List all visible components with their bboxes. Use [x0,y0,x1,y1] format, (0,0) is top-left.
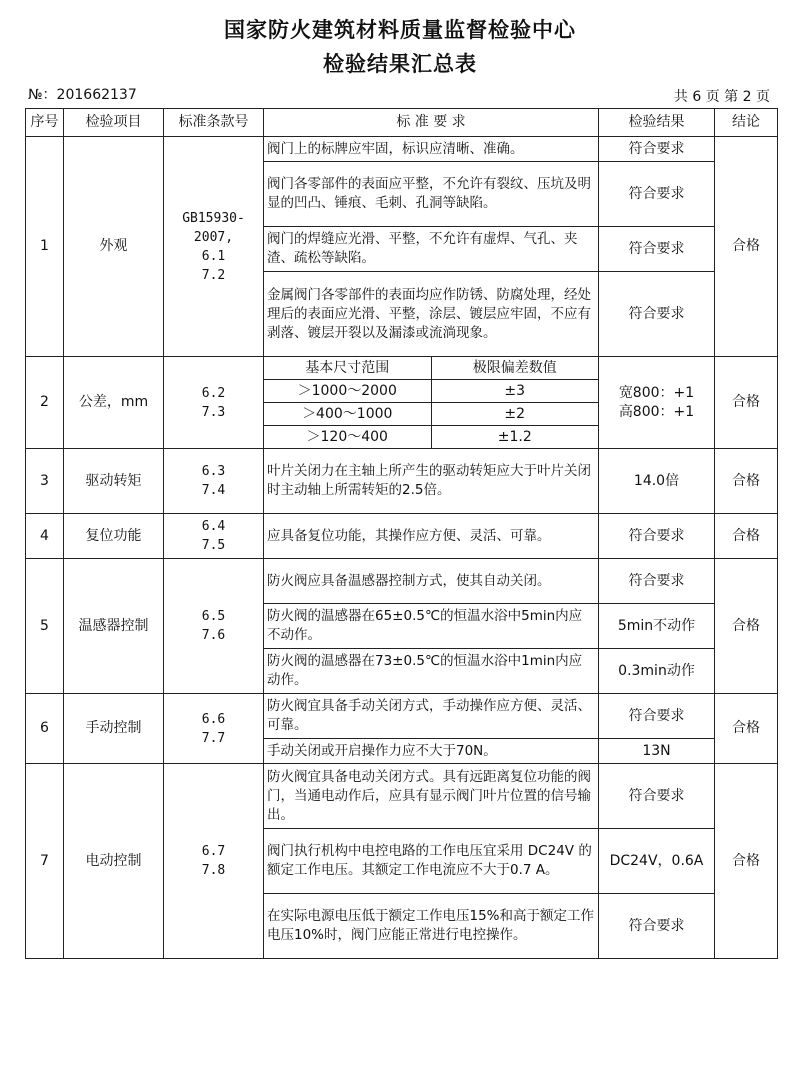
standard-clause [164,764,264,959]
std-line: 6.1 [201,248,226,264]
col-header-no: 序号 [26,109,64,137]
results-table [25,108,778,959]
requirement-text: 叶片关闭力在主轴上所产生的驱动转矩应大于叶片关闭时主动轴上所需转矩的2.5倍。 [264,449,599,514]
inspection-item: 电动控制 [64,764,164,959]
requirement-text: 防火阀宜具备电动关闭方式。具有远距离复位功能的阀门，当通电动作后，应具有显示阀门叶片位置的信号输出。 [264,764,599,829]
tolerance-subtable [264,357,598,448]
row-number: 1 [26,137,64,357]
subtable-row [264,426,598,449]
table-header-row [26,109,778,137]
inspection-result: 14.0倍 [599,449,715,514]
inspection-result: 符合要求 [599,272,715,357]
subtable-header-deviation: 极限偏差数值 [431,357,598,380]
inspection-result [599,357,715,449]
row-number: 5 [26,559,64,694]
requirement-text: 阀门的焊缝应光滑、平整，不允许有虚焊、气孔、夹渣、疏松等缺陷。 [264,227,599,272]
col-header-result: 检验结果 [599,109,715,137]
requirement-text: 阀门执行机构中电控电路的工作电压宜采用 DC24V 的额定工作电压。其额定工作电流应不大于0.7 A。 [264,829,599,894]
requirement-text: 应具备复位功能，其操作应方便、灵活、可靠。 [264,514,599,559]
standard-clause [164,357,264,449]
conclusion: 合格 [715,694,778,764]
result-line: 宽800：+1 [618,384,695,401]
subtable-header-row [264,357,598,380]
page-indicator: 共 6 页 第 2 页 [673,89,770,105]
conclusion: 合格 [715,137,778,357]
conclusion: 合格 [715,764,778,959]
report-number: №：201662137 [28,87,137,103]
col-header-item: 检验项目 [64,109,164,137]
row-number: 3 [26,449,64,514]
std-line: 6.6 [201,711,226,727]
table-row [26,514,778,559]
size-range: ＞400～1000 [264,403,431,426]
std-line: 2007, [193,229,234,245]
requirement-text: 阀门上的标牌应牢固，标识应清晰、准确。 [264,137,599,162]
standard-clause [164,137,264,357]
requirement-text: 手动关闭或开启操作力应不大于70N。 [264,739,599,764]
inspection-item: 驱动转矩 [64,449,164,514]
table-row [26,357,778,449]
std-line: 7.3 [201,404,226,420]
standard-clause [164,559,264,694]
result-line: 高800：+1 [618,403,695,420]
subtable-row [264,380,598,403]
conclusion: 合格 [715,559,778,694]
std-line: 7.5 [201,538,226,553]
requirement-text: 防火阀宜具备手动关闭方式，手动操作应方便、灵活、可靠。 [264,694,599,739]
requirement-text: 阀门各零部件的表面应平整，不允许有裂纹、压坑及明显的凹凸、锤痕、毛刺、孔洞等缺陷。 [264,162,599,227]
conclusion: 合格 [715,357,778,449]
std-line: 6.5 [201,609,226,624]
row-number: 4 [26,514,64,559]
std-line: 6.3 [201,464,226,479]
size-range: ＞1000～2000 [264,380,431,403]
standard-clause [164,449,264,514]
std-line: 7.4 [201,483,226,498]
inspection-result: 符合要求 [599,694,715,739]
row-number: 6 [26,694,64,764]
inspection-result: 符合要求 [599,894,715,959]
document-title: 国家防火建筑材料质量监督检验中心 [224,18,576,42]
deviation-value: ±3 [431,380,598,403]
inspection-result: 符合要求 [599,227,715,272]
table-row [26,449,778,514]
std-line: 6.2 [201,385,226,401]
requirement-text: 防火阀应具备温感器控制方式，使其自动关闭。 [264,559,599,604]
size-range: ＞120～400 [264,426,431,449]
table-row [26,764,778,829]
inspection-result: 0.3min动作 [599,649,715,694]
col-header-requirement: 标 准 要 求 [264,109,599,137]
table-row [26,694,778,739]
inspection-item: 温感器控制 [64,559,164,694]
row-number: 7 [26,764,64,959]
std-line: GB15930- [182,210,245,226]
requirement-text: 金属阀门各零部件的表面均应作防锈、防腐处理，经处理后的表面应光滑、平整，涂层、镀层应牢固，不应有剥落、镀层开裂以及漏漆或流淌现象。 [264,272,599,357]
table-row [26,137,778,162]
inspection-result: DC24V，0.6A [599,829,715,894]
std-line: 7.7 [201,730,226,746]
col-header-std: 标准条款号 [164,109,264,137]
inspection-item: 外观 [64,137,164,357]
subtable-row [264,403,598,426]
std-line: 6.7 [201,844,226,859]
document-subtitle: 检验结果汇总表 [323,52,477,76]
inspection-result: 符合要求 [599,764,715,829]
std-line: 6.4 [201,519,226,534]
inspection-result: 符合要求 [599,162,715,227]
requirement-text: 在实际电源电压低于额定工作电压15%和高于额定工作电压10%时，阀门应能正常进行电控操作。 [264,894,599,959]
tolerance-subtable-cell [264,357,599,449]
standard-clause [164,514,264,559]
std-line: 7.8 [201,863,226,878]
inspection-item: 公差，mm [64,357,164,449]
subtable-header-range: 基本尺寸范围 [264,357,431,380]
deviation-value: ±1.2 [431,426,598,449]
inspection-result: 符合要求 [599,514,715,559]
std-line: 7.6 [201,628,226,643]
table-row [26,559,778,604]
requirement-text: 防火阀的温感器在73±0.5℃的恒温水浴中1min内应动作。 [264,649,599,694]
deviation-value: ±2 [431,403,598,426]
col-header-conclusion: 结论 [715,109,778,137]
row-number: 2 [26,357,64,449]
requirement-text: 防火阀的温感器在65±0.5℃的恒温水浴中5min内应不动作。 [264,604,599,649]
conclusion: 合格 [715,449,778,514]
inspection-result: 符合要求 [599,559,715,604]
inspection-result: 5min不动作 [599,604,715,649]
inspection-result: 13N [599,739,715,764]
inspection-item: 手动控制 [64,694,164,764]
standard-clause [164,694,264,764]
inspection-item: 复位功能 [64,514,164,559]
inspection-result: 符合要求 [599,137,715,162]
conclusion: 合格 [715,514,778,559]
std-line: 7.2 [201,267,226,283]
